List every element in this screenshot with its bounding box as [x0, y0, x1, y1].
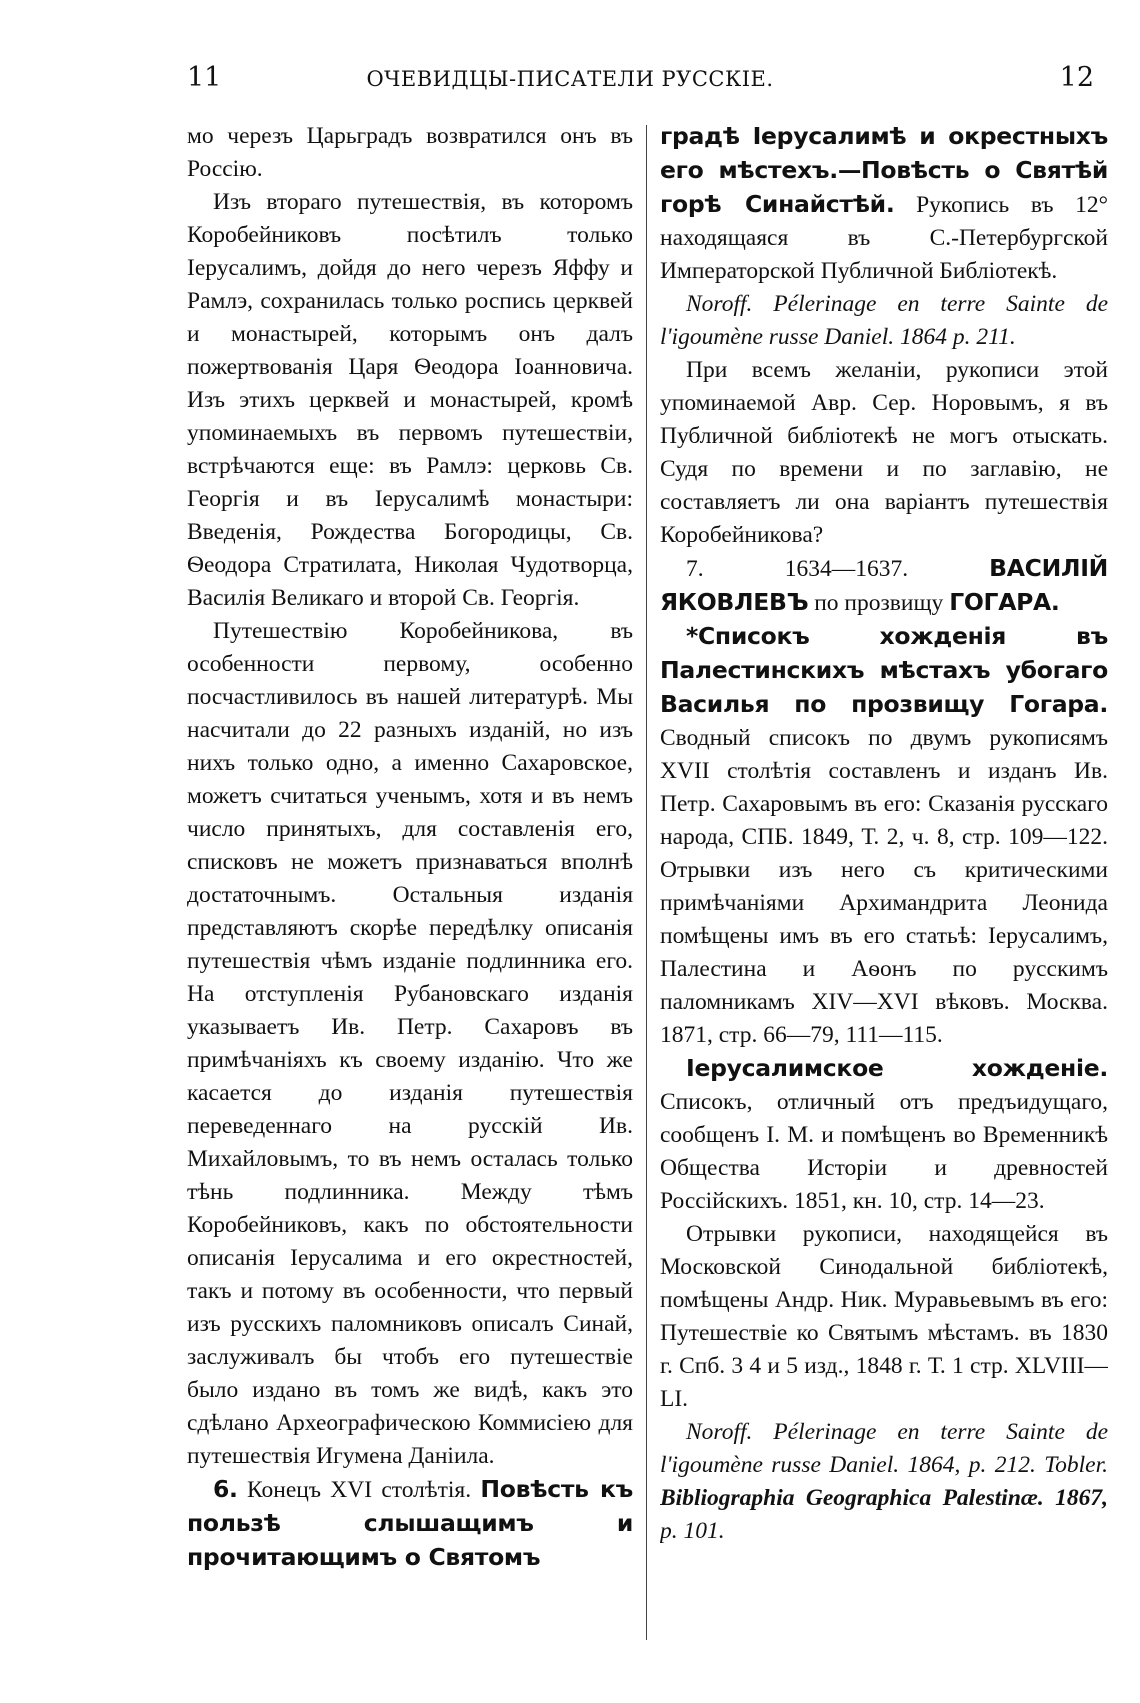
entry-date: Конецъ XVI столѣтія. — [246, 1477, 472, 1503]
paragraph — [660, 620, 1108, 1052]
citation — [660, 1416, 1108, 1548]
citation-text: Noroff. Pélerinage en terre Sainte de l'igoumène russe Daniel. 1864, p. 212. — [660, 1419, 1108, 1478]
entry-description: Рукопись въ 12° находящаяся въ С.-Петербургской Императорской Публичной Библіотекѣ. — [660, 192, 1108, 284]
entry-title: *Списокъ хожденія въ Палестинскихъ мѣстахъ убогаго Василья по прозвищу Гогара. — [660, 622, 1108, 718]
paragraph — [660, 1052, 1108, 1218]
paragraph: мо черезъ Царьградъ возвратился онъ въ Россію. — [187, 123, 633, 182]
author-nickname: ГОГАРА. — [949, 588, 1060, 616]
right-column — [660, 120, 1108, 1680]
entry-title: Іерусалимское хожденіе. — [686, 1054, 1108, 1082]
citation-author: Tobler. — [1044, 1452, 1108, 1478]
entry-number: 6. — [213, 1475, 238, 1503]
entry-text: по прозвищу — [814, 590, 944, 616]
paragraph: При всемъ желаніи, рукописи этой упоминаемой Авр. Сер. Норовымъ, я въ Публичной библіотекѣ не могъ отыскать. Судя по времени и по заглавію, не составляетъ ли она варіантъ путешествія Коробейникова? — [660, 357, 1108, 548]
running-title: ОЧЕВИДЦЫ-ПИСАТЕЛИ РУССКIЕ. — [366, 67, 774, 91]
entry-description: Сводный списокъ по двумъ рукописямъ XVII столѣтія составленъ и изданъ Ив. Петр. Сахаровымъ въ его: Сказанія русскаго народа, СПБ. 1849, Т. 2, ч. 8, стр. 109—122. Отрывки изъ него съ критическими примѣчаніями Архимандрита Леонида помѣщены имъ въ его статьѣ: Іерусалимъ, Палестина и Аѳонъ по русскимъ паломникамъ XIV—XVI вѣковъ. Москва. 1871, стр. 66—79, 111—115. — [660, 725, 1108, 1048]
left-column — [187, 120, 633, 1680]
paragraph: Отрывки рукописи, находящейся въ Московской Синодальной библіотекѣ, помѣщены Андр. Ник. Муравьевымъ въ его: Путешествіе ко Святымъ мѣстамъ. въ 1830 г. Спб. 3 4 и 5 изд., 1848 г. Т. 1 стр. XLVIII—LI. — [660, 1221, 1108, 1412]
entry-7 — [660, 552, 1108, 620]
paragraph — [660, 120, 1108, 288]
page-header — [0, 62, 1140, 102]
citation: Noroff. Pélerinage en terre Sainte de l'igoumène russe Daniel. 1864 p. 211. — [660, 291, 1108, 350]
entry-title: Повѣсть къ пользѣ слышащимъ и прочитающимъ о Святомъ — [187, 1475, 633, 1571]
entry-6 — [187, 1473, 633, 1575]
entry-title: градѣ Іерусалимѣ и окрестныхъ его мѣстехъ.—Повѣсть о Святѣй горѣ Синайстѣй. — [660, 122, 1108, 218]
column-divider — [646, 125, 647, 1640]
author-name: ВАСИЛІЙ ЯКОВЛЕВЪ — [660, 554, 1108, 616]
citation-title: Bibliographia Geographica Palestinæ. 1867, — [660, 1485, 1108, 1511]
paragraph: Путешествію Коробейникова, въ особенности первому, особенно посчастливилось въ нашей литературѣ. Мы насчитали до 22 разныхъ изданій, но изъ нихъ только одно, а именно Сахаровское, можетъ считаться ученымъ, хотя и въ немъ число принятыхъ, для составленія его, списковъ не можетъ признаваться вполнѣ достаточнымъ. Остальныя изданія представляютъ скорѣе передѣлку описанія путешествія чѣмъ изданіе подлинника его. На отступленія Рубановскаго изданія указываетъ Ив. Петр. Сахаровъ въ примѣчаніяхъ къ своему изданію. Что же касается до изданія путешествія переведеннаго на русскій Ив. Михайловымъ, то въ немъ осталась только тѣнь подлинника. Между тѣмъ Коробейниковъ, какъ по обстоятельности описанія Іерусалима и его окрестностей, такъ и потому въ особенности, что первый изъ русскихъ паломниковъ описалъ Синай, заслуживалъ бы чтобъ его путешествіе было издано въ томъ же видѣ, какъ это сдѣлано Археографическою Коммисіею для путешествія Игумена Даніила. — [187, 618, 633, 1469]
paragraph: Изъ втораго путешествія, въ которомъ Коробейниковъ посѣтилъ только Іерусалимъ, дойдя до него черезъ Яффу и Рамлэ, сохранилась только роспись церквей и монастырей, которымъ онъ далъ пожертвованія Царя Ѳеодора Іоанновича. Изъ этихъ церквей и монастырей, кромѣ упоминаемыхъ въ первомъ путешествіи, встрѣчаются еще: въ Рамлэ: церковь Св. Георгія и въ Іерусалимѣ монастыри: Введенія, Рождества Богородицы, Св. Ѳеодора Стратилата, Николая Чудотворца, Василія Великаго и второй Св. Георгія. — [187, 189, 633, 611]
page-number-right: 12 — [1059, 62, 1094, 93]
entry-years: 1634—1637. — [784, 556, 909, 582]
page-number-left: 11 — [187, 62, 222, 93]
entry-description: Списокъ, отличный отъ предъидущаго, сообщенъ І. М. и помѣщенъ во Временникѣ Общества Исторіи и древностей Россійскихъ. 1851, кн. 10, стр. 14—23. — [660, 1089, 1108, 1214]
citation-page: p. 101. — [660, 1518, 725, 1544]
entry-number: 7. — [686, 556, 704, 582]
